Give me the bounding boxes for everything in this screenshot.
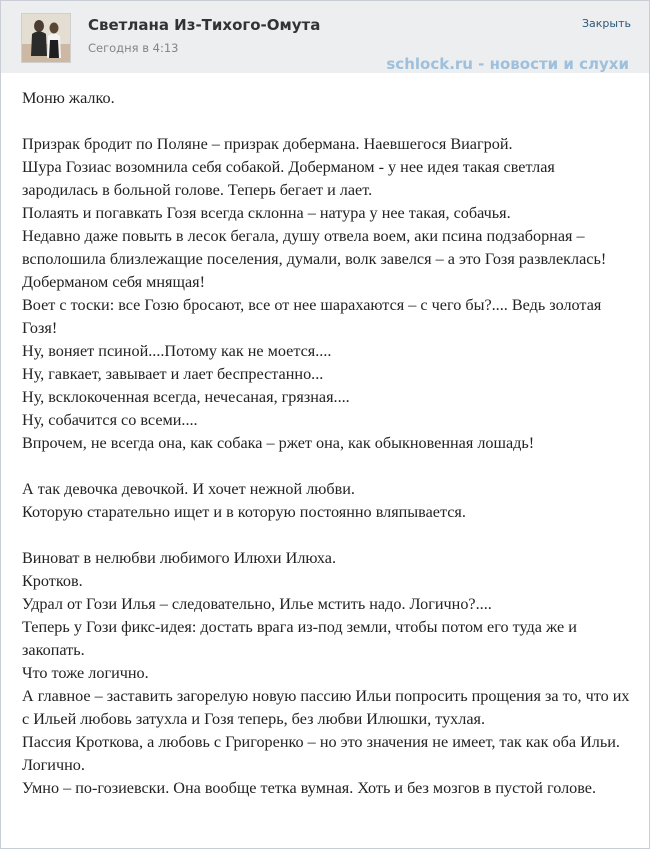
avatar[interactable] bbox=[21, 13, 71, 63]
watermark: schlock.ru - новости и слухи bbox=[386, 55, 629, 73]
text-line: Ну, гавкает, завывает и лает беспрестанно... bbox=[22, 365, 324, 383]
text-line: Ну, воняет псиной....Потому как не моется.... bbox=[22, 342, 332, 360]
text-line: Моню жалко. bbox=[22, 89, 115, 107]
text-line: Логично. bbox=[22, 756, 85, 774]
text-line: А главное – заставить загорелую новую пассию Ильи попросить прощения за то, что их с Ильей любовь затухла и Гозя теперь, без любви Илюшки, тухлая. bbox=[22, 687, 630, 728]
text-line: Впрочем, не всегда она, как собака – ржет она, как обыкновенная лошадь! bbox=[22, 434, 535, 452]
text-line: Что тоже логично. bbox=[22, 664, 149, 682]
text-line: Ну, всклокоченная всегда, нечесаная, грязная.... bbox=[22, 388, 350, 406]
text-line: Полаять и погавкать Гозя всегда склонна – натура у нее такая, собачья. bbox=[22, 204, 511, 222]
text-line: Умно – по-гозиевски. Она вообще тетка вумная. Хоть и без мозгов в пустой голове. bbox=[22, 779, 597, 797]
text-line: Пассия Кроткова, а любовь с Григоренко – но это значения не имеет, так как оба Ильи. bbox=[22, 733, 620, 751]
text-line: Которую старательно ищет и в которую постоянно вляпывается. bbox=[22, 503, 466, 521]
post-header bbox=[1, 1, 649, 73]
close-link[interactable]: Закрыть bbox=[582, 17, 631, 30]
text-line: Виноват в нелюбви любимого Илюхи Илюха. bbox=[22, 549, 336, 567]
text-line: Воет с тоски: все Гозю бросают, все от нее шарахаются – с чего бы?.... Ведь золотая Гозя! bbox=[22, 296, 602, 337]
text-line: Теперь у Гози фикс-идея: достать врага из-под земли, чтобы потом его туда же и закопать. bbox=[22, 618, 577, 659]
text-line: А так девочка девочкой. И хочет нежной любви. bbox=[22, 480, 355, 498]
post-text bbox=[22, 87, 632, 800]
text-line: Кротков. bbox=[22, 572, 83, 590]
avatar-image bbox=[22, 14, 70, 62]
text-line: Шура Гозиас возомнила себя собакой. Доберманом - у нее идея такая светлая зародилась в больной голове. Теперь бегает и лает. bbox=[22, 158, 555, 199]
text-line: Призрак бродит по Поляне – призрак добермана. Наевшегося Виагрой. bbox=[22, 135, 513, 153]
text-line: Удрал от Гози Илья – следовательно, Илье мстить надо. Логично?.... bbox=[22, 595, 492, 613]
text-line: Ну, собачится со всеми.... bbox=[22, 411, 198, 429]
post-time[interactable]: Сегодня в 4:13 bbox=[88, 41, 179, 55]
author-name[interactable]: Светлана Из-Тихого-Омута bbox=[88, 16, 321, 34]
text-line: Недавно даже повыть в лесок бегала, душу отвела воем, аки псина подзаборная – всполошила близлежащие поселения, думали, волк завелся – а это Гозя развлеклась! Доберманом себя мнящая! bbox=[22, 227, 607, 291]
